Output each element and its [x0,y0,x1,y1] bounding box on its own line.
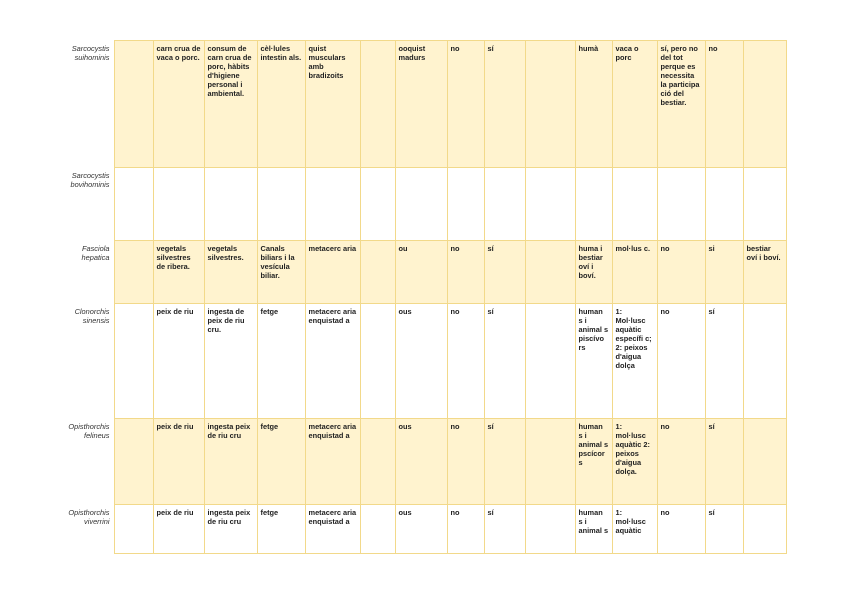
table-cell: ou [395,241,447,304]
species-name [55,505,114,554]
table-cell [447,168,484,241]
table-cell: peix de riu [153,304,204,419]
table-cell: no [705,41,743,168]
table-cell [360,505,395,554]
table-cell: human s i animal s [575,505,612,554]
table-cell: cèl·lules intestin als. [257,41,305,168]
table-cell [114,41,153,168]
table-cell [360,304,395,419]
table-cell: sí [484,419,525,505]
table-cell: 1: mol·lusc aquàtic 2: peixos d'aigua dolça. [612,419,657,505]
table-cell: ous [395,304,447,419]
table-cell: peix de riu [153,505,204,554]
table-cell: metacerc aria enquistad a [305,505,360,554]
table-cell: no [447,241,484,304]
table-row [55,241,786,304]
table-cell [114,304,153,419]
table-cell: sí [484,304,525,419]
table-cell [525,419,575,505]
species-name-line: hepatica [81,252,110,262]
species-name-line: Sarcocystis [71,43,110,53]
species-name [55,241,114,304]
table-cell [360,41,395,168]
table-cell [575,168,612,241]
species-name-line: sinensis [82,315,110,325]
table-cell: no [657,241,705,304]
table-cell: ingesta peix de riu cru [204,505,257,554]
species-name-line: Fasciola [81,243,110,253]
table-row [55,419,786,505]
table-cell [114,419,153,505]
table-cell [525,505,575,554]
species-name-line: Clonorchis [74,306,110,316]
table-row [55,304,786,419]
table-cell [525,304,575,419]
table-cell: ous [395,505,447,554]
table-cell: metacerc aria enquistad a [305,304,360,419]
table-row [55,168,786,241]
table-cell: Canals biliars i la vesícula biliar. [257,241,305,304]
table-cell: ingesta peix de riu cru [204,419,257,505]
table-cell [525,41,575,168]
table-cell: bestiar oví i boví. [743,241,786,304]
table-cell: sí [484,505,525,554]
species-name [55,419,114,505]
table-cell: metacerc aria [305,241,360,304]
table-cell [743,419,786,505]
table-cell [114,505,153,554]
table-cell [743,304,786,419]
species-name-line: Opisthorchis [68,421,110,431]
table-cell: no [447,304,484,419]
species-name-line: Sarcocystis [71,170,110,180]
table-cell: ooquist madurs [395,41,447,168]
table-cell [114,168,153,241]
table-cell: no [447,41,484,168]
table-cell: carn crua de vaca o porc. [153,41,204,168]
table-cell [525,168,575,241]
table-cell [360,241,395,304]
species-name-line: felineus [84,430,110,440]
table-cell: fetge [257,419,305,505]
table-cell: sí, pero no del tot perque es necessita la participa ció del bestiar. [657,41,705,168]
table-cell [612,168,657,241]
table-cell [705,168,743,241]
table-cell: no [657,304,705,419]
table-cell: huma i bestiar oví i boví. [575,241,612,304]
table-row [55,41,786,168]
table-cell: humà [575,41,612,168]
species-name-line: viverrini [84,516,110,526]
table-cell: 1: Mol·lusc aquàtic específi c; 2: peixos d'aigua dolça [612,304,657,419]
species-name [55,168,114,241]
table-cell: human s i animal s pscícor s [575,419,612,505]
table-cell: quist musculars amb bradizoits [305,41,360,168]
table-cell: no [657,419,705,505]
table-cell: consum de carn crua de porc, hàbits d'higiene personal i ambiental. [204,41,257,168]
table-cell [525,241,575,304]
table-cell: no [447,505,484,554]
species-name-line: bovihominis [70,179,110,189]
table-cell: si [705,241,743,304]
species-name-line: suihominis [74,52,110,62]
table-cell [305,168,360,241]
table-row [55,505,786,554]
table-cell: peix de riu [153,419,204,505]
species-name [55,304,114,419]
table-cell [395,168,447,241]
table-cell: vaca o porc [612,41,657,168]
table-cell: human s i animal s piscívo rs [575,304,612,419]
table-cell [114,241,153,304]
table-cell: fetge [257,505,305,554]
table-cell: vegetals silvestres. [204,241,257,304]
table-cell: metacerc aria enquistad a [305,419,360,505]
table-cell: ous [395,419,447,505]
table-cell: vegetals silvestres de ribera. [153,241,204,304]
species-name-line: Opisthorchis [68,507,110,517]
table-cell: sí [705,304,743,419]
table-cell: no [657,505,705,554]
table-cell: sí [705,419,743,505]
table-cell [153,168,204,241]
table-cell [360,168,395,241]
species-name [55,41,114,168]
table-cell: 1: mol·lusc aquàtic [612,505,657,554]
table-cell: ingesta de peix de riu cru. [204,304,257,419]
table-cell [743,505,786,554]
table-cell [484,168,525,241]
table-cell [360,419,395,505]
table-cell: sí [484,41,525,168]
table-cell: mol·lus c. [612,241,657,304]
table-cell [657,168,705,241]
parasite-table [55,40,787,554]
table-cell: sí [484,241,525,304]
table-cell [743,41,786,168]
table-cell [257,168,305,241]
table-cell: fetge [257,304,305,419]
table-cell: sí [705,505,743,554]
table-cell [743,168,786,241]
table-cell: no [447,419,484,505]
table-cell [204,168,257,241]
